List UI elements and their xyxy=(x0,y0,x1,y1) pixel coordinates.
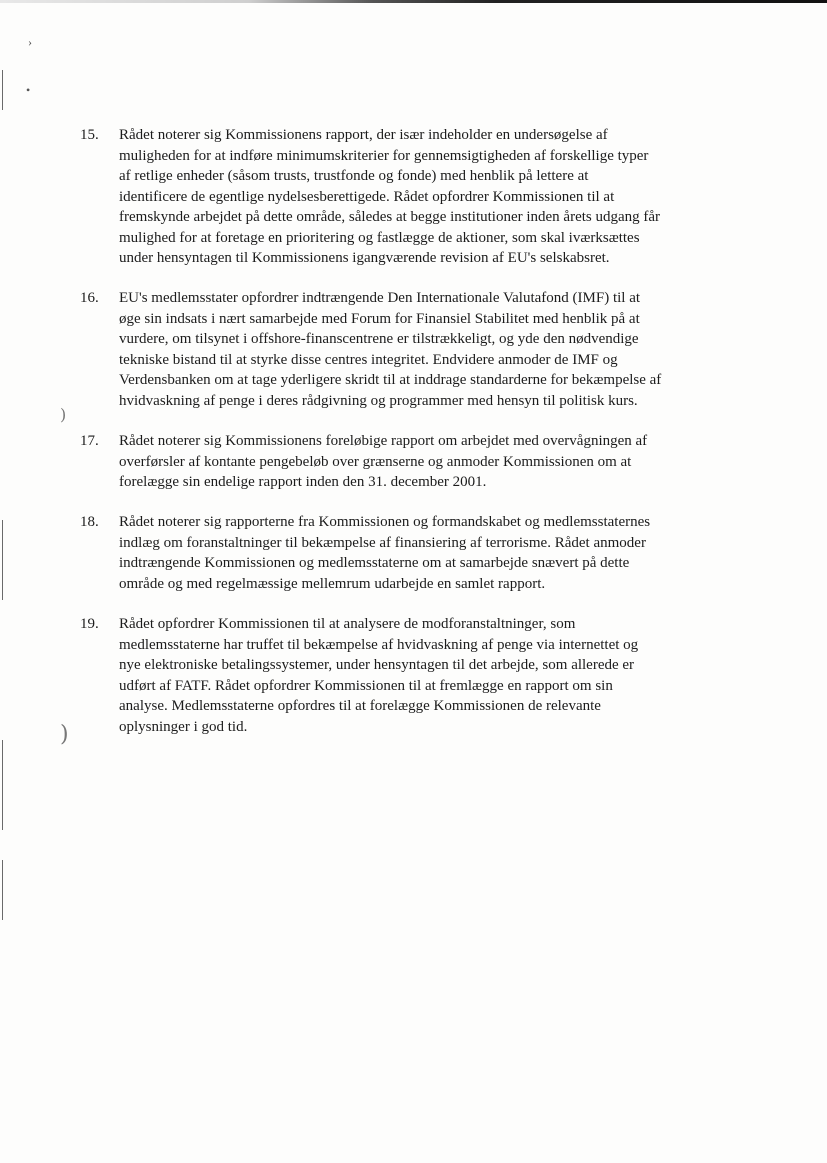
paragraph-text xyxy=(119,288,769,411)
text-line: vurdere, om tilsynet i offshore-finanscentrene er tilstrækkeligt, og yde den nødvendige xyxy=(119,331,639,347)
punch-hole-mark: ) xyxy=(60,405,67,424)
paragraph-text xyxy=(119,431,769,493)
scan-top-edge xyxy=(0,0,827,3)
text-line: mulighed for at foretage en prioritering og fastlægge de aktioner, som skal iværksættes xyxy=(119,229,640,246)
text-line: forelægge sin endelige rapport inden den 31. december 2001. xyxy=(119,474,487,490)
text-line: Rådet noterer sig Kommissionens foreløbige rapport om arbejdet med overvågningen af xyxy=(119,433,648,449)
text-line: tekniske bistand til at styrke disse centres integritet. Endvidere anmoder de IMF og xyxy=(119,351,618,368)
text-line: indlæg om foranstaltninger til bekæmpelse af finansiering af terrorisme. Rådet anmoder xyxy=(119,534,646,551)
text-line: Rådet noterer sig rapporterne fra Kommissionen og formandskabet og medlemsstaternes xyxy=(119,514,651,530)
paragraph-number: 19. xyxy=(80,616,99,632)
text-line: EU's medlemsstater opfordrer indtrængende Den Internationale Valutafond (IMF) til at xyxy=(119,290,641,306)
text-line: fremskynde arbejdet på dette område, således at begge institutioner inden årets udgang får xyxy=(119,209,661,225)
text-line: medlemsstaterne har truffet til bekæmpelse af hvidvaskning af penge via internettet og xyxy=(119,636,639,653)
text-line: Rådet noterer sig Kommissionens rapport, der især indeholder en undersøgelse af xyxy=(119,127,608,143)
text-line: af retlige enheder (såsom trusts, trustfonde og fonde) med henblik på lettere at xyxy=(119,168,589,184)
scan-left-edge xyxy=(2,520,3,600)
text-line: under hensyntagen til Kommissionens igangværende revision af EU's selskabsret. xyxy=(119,250,610,266)
text-line: oplysninger i god tid. xyxy=(119,718,248,735)
scan-left-edge xyxy=(2,740,3,830)
paragraph-text xyxy=(119,614,769,737)
scan-left-edge xyxy=(2,70,3,110)
paragraph-number: 16. xyxy=(80,290,99,306)
text-line: analyse. Medlemsstaterne opfordres til at forelægge Kommissionen de relevante xyxy=(119,698,601,714)
paragraph-number: 15. xyxy=(80,127,99,143)
text-line: Rådet opfordrer Kommissionen til at analysere de modforanstaltninger, som xyxy=(119,616,576,632)
scan-speck: • xyxy=(26,83,31,97)
text-line: øge sin indsats i nært samarbejde med Forum for Finansiel Stabilitet med henblik på at xyxy=(119,310,640,327)
scan-left-edge xyxy=(2,860,3,920)
text-line: indtrængende Kommissionen og medlemsstaterne om at samarbejde snævert på dette xyxy=(119,555,630,571)
paragraph-number: 17. xyxy=(80,433,99,449)
paragraph-text xyxy=(119,512,769,594)
text-line: hvidvaskning af penge i deres rådgivning og programmer med hensyn til politisk kurs. xyxy=(119,392,638,409)
text-line: udført af FATF. Rådet opfordrer Kommissionen til at fremlægge en rapport om sin xyxy=(119,677,613,694)
paragraph-number: 18. xyxy=(80,514,99,530)
text-line: identificere de egentlige nydelsesberettigede. Rådet opfordrer Kommissionen til at xyxy=(119,188,615,205)
text-line: nye elektroniske betalingssystemer, under hensyntagen til det arbejde, som allerede er xyxy=(119,657,635,673)
text-line: overførsler af kontante pengebeløb over grænserne og anmoder Kommissionen om at xyxy=(119,453,632,470)
paragraph-text xyxy=(119,125,769,269)
scan-speck: › xyxy=(28,35,32,49)
text-line: område og med regelmæssige mellemrum udarbejde en samlet rapport. xyxy=(119,575,546,592)
punch-hole-mark: ) xyxy=(60,722,69,747)
text-line: muligheden for at indføre minimumskriterier for gennemsigtigheden af forskellige typer xyxy=(119,147,649,164)
text-line: Verdensbanken om at tage yderligere skridt til at inddrage standarderne for bekæmpelse af xyxy=(119,372,662,388)
